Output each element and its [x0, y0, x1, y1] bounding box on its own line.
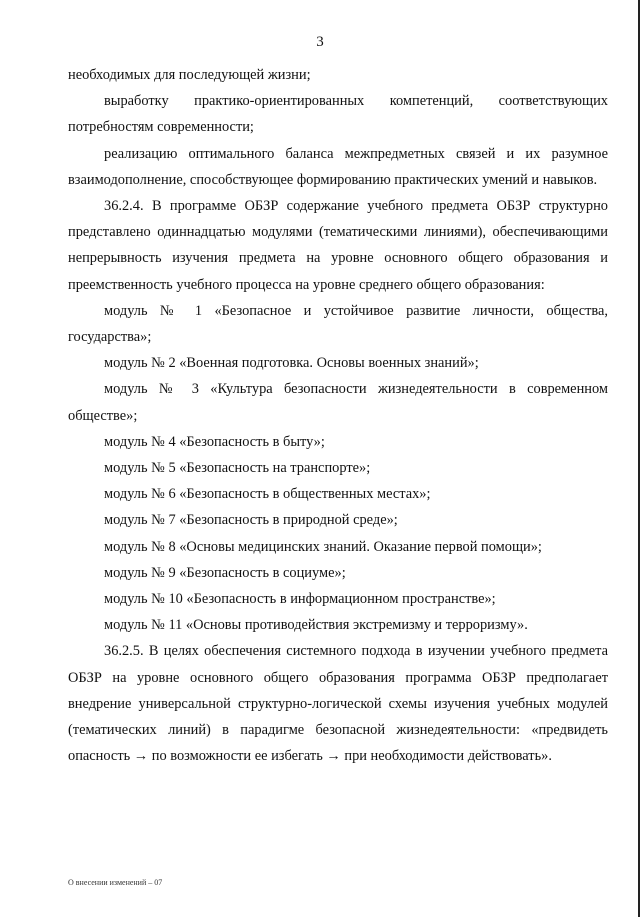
module-4: модуль № 4 «Безопасность в быту»;	[104, 433, 325, 450]
module-5: модуль № 5 «Безопасность на транспорте»;	[104, 460, 371, 477]
module-6: модуль № 6 «Безопасность в общественных местах»;	[104, 486, 431, 503]
paragraph-continuation: необходимых для последующей жизни;	[68, 67, 311, 83]
module-7: модуль № 7 «Безопасность в природной среде»;	[104, 512, 398, 529]
paragraph-36-2-4: 36.2.4. В программе ОБЗР содержание учебного предмета ОБЗР структурно представлено одиннадцатью модулями (тематическими линиями), обеспечивающими непрерывность изучения предмета на уровне основного общего образования и преемственность учебного процесса на уровне среднего общего образования:	[68, 198, 608, 293]
module-10: модуль № 10 «Безопасность в информационном пространстве»;	[104, 591, 496, 608]
footer-note: О внесении изменений – 07	[68, 878, 163, 887]
paragraph-competencies: выработку практико-ориентированных компетенций, соответствующих потребностям современности;	[68, 93, 608, 136]
module-11: модуль № 11 «Основы противодействия экстремизму и терроризму».	[104, 617, 528, 634]
module-8: модуль № 8 «Основы медицинских знаний. Оказание первой помощи»;	[104, 538, 542, 555]
module-9: модуль № 9 «Безопасность в социуме»;	[104, 564, 346, 581]
module-1: модуль № 1 «Безопасное и устойчивое развитие личности, общества, государства»;	[68, 302, 608, 346]
module-3: модуль № 3 «Культура безопасности жизнедеятельности в современном обществе»;	[68, 381, 608, 424]
document-body	[68, 62, 608, 769]
page-number: 3	[316, 34, 324, 50]
paragraph-36-2-5: 36.2.5. В целях обеспечения системного подхода в изучении учебного предмета ОБЗР на уровне основного общего образования программа ОБЗР предполагает внедрение универсальной структурно-логической схемы изучения учебных модулей (тематических линий) в парадигме безопасной жизнедеятельности: «предвидеть опасность → по возможности ее избегать → при необходимости действовать».	[68, 643, 608, 765]
paragraph-balance: реализацию оптимального баланса межпредметных связей и их разумное взаимодополнение, способствующее формированию практических умений и навыков.	[68, 145, 608, 188]
module-2: модуль № 2 «Военная подготовка. Основы военных знаний»;	[104, 355, 479, 372]
